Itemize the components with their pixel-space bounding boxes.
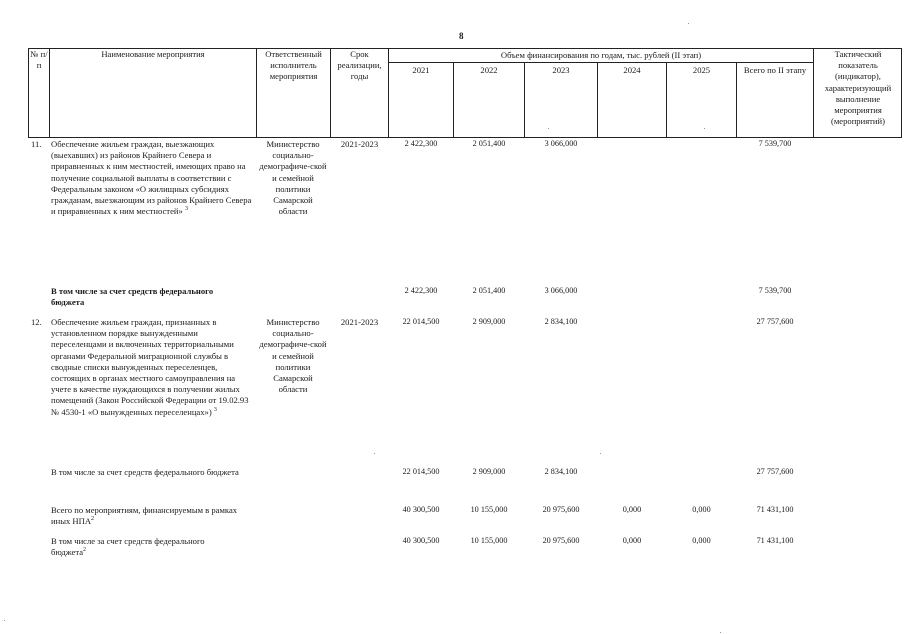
col-divider (901, 48, 902, 137)
value-total: 27 757,600 (756, 467, 794, 476)
header-bottom-border (28, 137, 902, 138)
scan-speck (374, 453, 375, 454)
header-year-2022: 2022 (480, 65, 498, 75)
scan-speck (600, 453, 601, 454)
value-2025: 0,000 (692, 536, 711, 545)
value-2021: 40 300,500 (402, 536, 440, 545)
header-col-responsible: Ответственный исполнитель мероприятия (265, 49, 322, 82)
header-col-funding: Объем финансирования по годам, тыс. рублей (II этап) (500, 50, 702, 60)
row-name (51, 536, 241, 558)
scan-speck (688, 23, 689, 24)
header-year-2025: 2025 (692, 65, 711, 75)
footnote-mark: 3 (213, 406, 217, 413)
row-term: 2021-2023 (340, 317, 379, 327)
value-2022: 2 051,400 (472, 286, 506, 295)
value-2025: 0,000 (692, 505, 711, 514)
scan-speck (720, 632, 721, 633)
footnote-mark: 2 (83, 547, 87, 554)
header-year-2024: 2024 (623, 65, 641, 75)
row-name: В том числе за счет средств федерального бюджета (51, 286, 214, 308)
footnote-mark: 3 (184, 206, 188, 213)
header-year-2023: 2023 (552, 65, 570, 75)
row-name: В том числе за счет средств федерального бюджета (51, 467, 239, 477)
row-name-text: Всего по мероприятиям, финансируемым в рамках иных НПА (51, 505, 238, 527)
value-2021: 22 014,500 (402, 467, 440, 476)
row-term: 2021-2023 (340, 139, 379, 149)
col-divider (813, 48, 814, 137)
value-2021: 2 422,300 (404, 139, 438, 148)
page-number: 8 (459, 31, 464, 41)
header-col-indicator: Тактический показатель (индикатор), характеризующий выполнение мероприятия (мероприятий) (824, 49, 892, 127)
row-responsible: Министерство социально-демографиче-ской и семейной политики Самарской области (259, 139, 327, 217)
value-2022: 2 909,000 (472, 467, 506, 476)
value-total: 71 431,100 (756, 505, 794, 514)
row-name (51, 317, 251, 418)
row-name-text: В том числе за счет средств федерального бюджета (51, 536, 205, 558)
value-2023: 3 066,000 (544, 139, 578, 148)
row-name-text: Обеспечение жильем граждан, выезжающих (выехавших) из районов Крайнего Севера и приравненных к ним местностей, имеющих право на получение социальной выплаты в соответствии с Федеральным законом «О жилищных субсидиях гражданам, выезжающим из районов Крайнего Севера и приравненных к ним местностей» (51, 139, 252, 217)
header-col-name: Наименование мероприятия (101, 49, 205, 59)
value-2023: 2 834,100 (544, 467, 578, 476)
value-2022: 2 051,400 (472, 139, 506, 148)
col-divider (388, 48, 389, 137)
row-number: 12. (31, 317, 42, 327)
value-2023: 20 975,600 (542, 536, 580, 545)
value-total: 71 431,100 (756, 536, 794, 545)
value-total: 27 757,600 (756, 317, 794, 326)
value-2021: 40 300,500 (402, 505, 440, 514)
row-name (51, 139, 253, 217)
col-divider (49, 48, 50, 137)
value-2021: 2 422,300 (404, 286, 438, 295)
value-2023: 2 834,100 (544, 317, 578, 326)
value-2022: 10 155,000 (470, 505, 508, 514)
value-2022: 10 155,000 (470, 536, 508, 545)
scan-speck (4, 620, 5, 621)
header-year-2021: 2021 (412, 65, 430, 75)
row-number: 11. (31, 139, 42, 149)
value-total: 7 539,700 (758, 286, 792, 295)
header-year-border (388, 62, 813, 63)
value-2024: 0,000 (622, 505, 642, 514)
value-2023: 3 066,000 (544, 286, 578, 295)
row-responsible: Министерство социально-демографиче-ской и семейной политики Самарской области (259, 317, 327, 395)
header-col-no: № п/п (30, 49, 48, 71)
header-total: Всего по II этапу (743, 65, 807, 75)
row-name-text: Обеспечение жильем граждан, признанных в установленном порядке вынужденными переселенцами и включенных территориальными органами Федеральной миграционной службы в сводные списки вынужденных переселенцев, состоящих в органах местного самоуправления на учете в качестве нуждающихся в получении жилых помещений (Закон Российской Федерации от 19.02.93 № 4530-1 «О вынужденных переселенцах») (51, 317, 249, 417)
value-2023: 20 975,600 (542, 505, 580, 514)
header-col-term: Срок реализации, годы (337, 49, 382, 82)
value-2024: 0,000 (622, 536, 642, 545)
scan-speck (548, 128, 549, 129)
value-total: 7 539,700 (758, 139, 792, 148)
scan-speck (704, 128, 705, 129)
value-2022: 2 909,000 (472, 317, 506, 326)
value-2021: 22 014,500 (402, 317, 440, 326)
row-name (51, 505, 251, 527)
footnote-mark: 2 (91, 516, 95, 523)
